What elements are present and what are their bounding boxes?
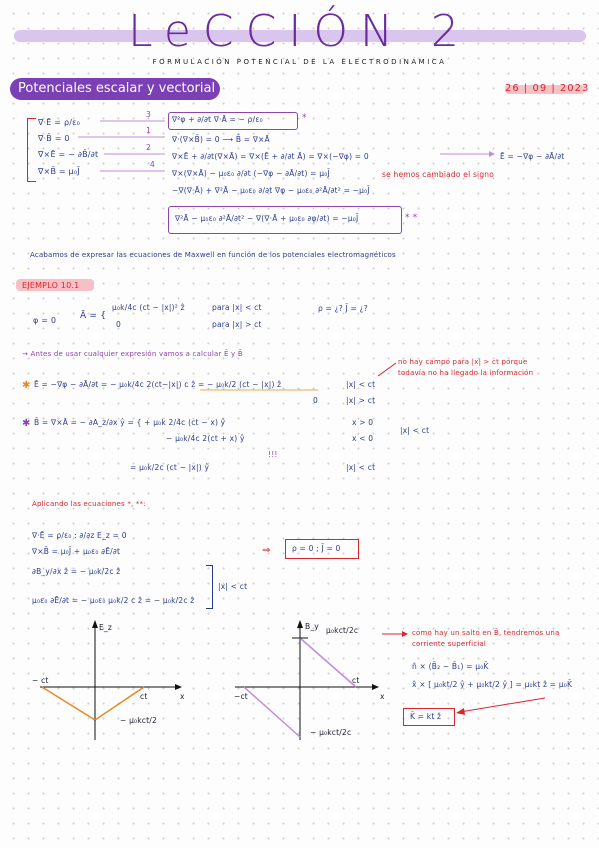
- A-case-2-cond: para |x| > ct: [212, 320, 262, 329]
- lesson-subtitle: FORMULACIÓN POTENCIAL DE LA ELECTRODINÁMICA: [152, 58, 447, 66]
- right-plot-xaxis: x: [380, 692, 385, 701]
- right-plot-min-label: − μ₀kct/2c: [310, 728, 352, 737]
- example-label: EJEMPLO 10.1: [22, 281, 80, 290]
- A-definition: Ā = {: [80, 311, 107, 321]
- boundary-eq-1: n̂ × (B̄₂ − B̄₁) = μ₀K̄: [412, 662, 489, 671]
- star-2: * *: [405, 213, 418, 223]
- apply-eq-2: ∇×B̄ = μ₀J̄ + μ₀ε₀ ∂Ē/∂t: [32, 547, 121, 556]
- right-plot-x-neg: −ct: [234, 692, 248, 701]
- right-plot-x-pos: ct: [352, 676, 360, 685]
- maxwell-num-4: 4: [150, 160, 155, 169]
- no-field-note: no hay campo para |x| > ct porque todavía no ha llegado la información: [398, 358, 534, 377]
- B-cond-1: x > 0: [352, 418, 374, 427]
- A-case-1: μ₀k/4c (ct − |x|)² ẑ: [112, 303, 185, 312]
- result-arrowhead: [456, 708, 465, 715]
- maxwell-eq-3: ∇×Ē = − ∂B̄/∂t: [38, 150, 99, 159]
- apply-eq-3: ∂B_y/∂x ẑ = − μ₀k/2c ẑ: [32, 567, 121, 576]
- B-case-2: − μ₀k/4c 2(ct + x) ŷ: [166, 434, 245, 443]
- right-plot-ylabel: B_y: [305, 622, 319, 631]
- phi-value: φ = 0: [33, 316, 57, 325]
- result-arrow: [460, 698, 545, 712]
- K-result: K̄ = kt ẑ: [410, 712, 442, 721]
- B-cond-2: x < 0: [352, 434, 374, 443]
- rho-J-question: ρ = ¿? J̄ = ¿?: [318, 304, 368, 313]
- boundary-eq-2: x̂ × [ μ₀kt/2 ŷ + μ₀kt/2 ŷ ] = μ₀kt ẑ = μ₀K̄: [412, 680, 573, 689]
- surface-current-note: como hay un salto en B̄, tendremos una corriente superficial: [412, 629, 560, 648]
- derivation-line-4: ∇×(∇×Ā) − μ₀ε₀ ∂/∂t (−∇φ − ∂Ā/∂t) = μ₀J̄: [172, 169, 330, 178]
- right-plot-x-arrow: [372, 684, 379, 690]
- derivation-line-3: ∇×Ē + ∂/∂t(∇×Ā) = ∇×(Ē + ∂/∂t Ā) = ∇×(−∇φ) = 0: [172, 152, 369, 161]
- B-cond-all: |x| < ct: [400, 426, 430, 435]
- sign-change-note: se hemos cambiado el signo: [382, 170, 495, 179]
- maxwell-eq-1: ∇·Ē = ρ/ε₀: [38, 118, 81, 127]
- apply-eq-4: μ₀ε₀ ∂Ē/∂t = − μ₀ε₀ μ₀k/2 c ẑ = − μ₀k/2c ẑ: [32, 596, 195, 605]
- B-final: = μ₀k/2c (ct − |x|) ŷ: [130, 463, 210, 472]
- E-cond-2: 0: [313, 396, 318, 405]
- derivation-line-5: −∇(∇·Ā) + ∇²Ā − μ₀ε₀ ∂/∂t ∇φ − μ₀ε₀ ∂²Ā/∂t² = −μ₀J̄: [172, 186, 370, 195]
- maxwell-num-2: 2: [146, 143, 151, 152]
- left-plot-x-neg: − ct: [32, 676, 49, 685]
- derivation-line-2: ∇·(∇×B̄) = 0 ⟶ B̄ = ∇×Ā: [172, 135, 270, 144]
- example-intro: → Antes de usar cualquier expresión vamos a calcular Ē y B̄: [22, 350, 243, 358]
- side-note-arrowhead: [402, 631, 408, 637]
- lesson-date: 26 | 09 | 2023: [505, 83, 590, 94]
- implies-arrow: ⇒: [262, 545, 271, 556]
- B-final-cond: |x| < ct: [346, 463, 376, 472]
- maxwell-num-3: 3: [146, 110, 151, 119]
- derivation-line-1: ∇²φ + ∂/∂t ∇·Ā = − ρ/ε₀: [172, 115, 263, 124]
- E-bullet-star: ✱: [22, 380, 31, 391]
- left-plot-y-arrow: [92, 620, 98, 628]
- result-text: ρ = 0 ; J̄ = 0: [292, 544, 341, 553]
- result-arrow-top-head: [489, 151, 495, 157]
- left-plot-xaxis: x: [180, 692, 185, 701]
- apply-eq-1: ∇·Ē = ρ/ε₀ : ∂/∂z E_z = 0: [32, 531, 127, 540]
- derivation-line-3-result: Ē = −∇φ − ∂Ā/∂t: [500, 152, 565, 161]
- right-plot-max-label: μ₀kct/2c: [326, 626, 359, 635]
- maxwell-eq-2: ∇·B̄ = 0: [38, 134, 70, 143]
- E-cond-2-r: |x| > ct: [346, 396, 376, 405]
- conclusion-text: Acabamos de expresar las ecuaciones de Maxwell en función de los potenciales electromagnéticos: [30, 251, 396, 259]
- apply-title: Aplicando las ecuaciones *, **:: [32, 500, 146, 508]
- left-plot-x-pos: ct: [140, 692, 148, 701]
- star-1: *: [302, 113, 307, 123]
- left-plot-x-arrow: [175, 684, 182, 690]
- section-pill: Potenciales escalar y vectorial: [10, 78, 220, 100]
- B-field-line: B̄ = ∇×Ā = − ∂A_z/∂x ŷ = { + μ₀k 2/4c (ct − x) ŷ: [34, 418, 226, 427]
- A-case-2: 0: [116, 320, 121, 329]
- left-plot-min-label: − μ₀kct/2: [120, 716, 157, 725]
- attention-marks: !!!: [268, 450, 278, 459]
- right-plot-y-arrow: [297, 620, 303, 628]
- derivation-line-6: ∇²Ā − μ₀ε₀ ∂²Ā/∂t² − ∇(∇·Ā + μ₀ε₀ ∂φ/∂t) = −μ₀J̄: [175, 214, 359, 223]
- E-cond-1: |x| < ct: [346, 380, 376, 389]
- apply-cond: |x| < ct: [218, 582, 248, 591]
- no-field-arrow: [378, 363, 396, 376]
- left-plot-ylabel: E_z: [99, 623, 113, 632]
- maxwell-num-1: 1: [146, 126, 151, 135]
- E-field-line: Ē = −∇φ − ∂Ā/∂t = − μ₀k/4c 2(ct−|x|) c ẑ = − μ₀k/2 (ct − |x|) ẑ: [34, 380, 282, 389]
- A-case-1-cond: para |x| < ct: [212, 303, 262, 312]
- right-plot-upper-line: [300, 638, 356, 687]
- B-bullet-star: ✱: [22, 418, 31, 429]
- lesson-title: LeCCIÓN 2: [128, 6, 471, 57]
- right-plot-lower-line: [244, 687, 300, 737]
- maxwell-eq-4: ∇×B̄ = μ₀J̄: [38, 167, 80, 176]
